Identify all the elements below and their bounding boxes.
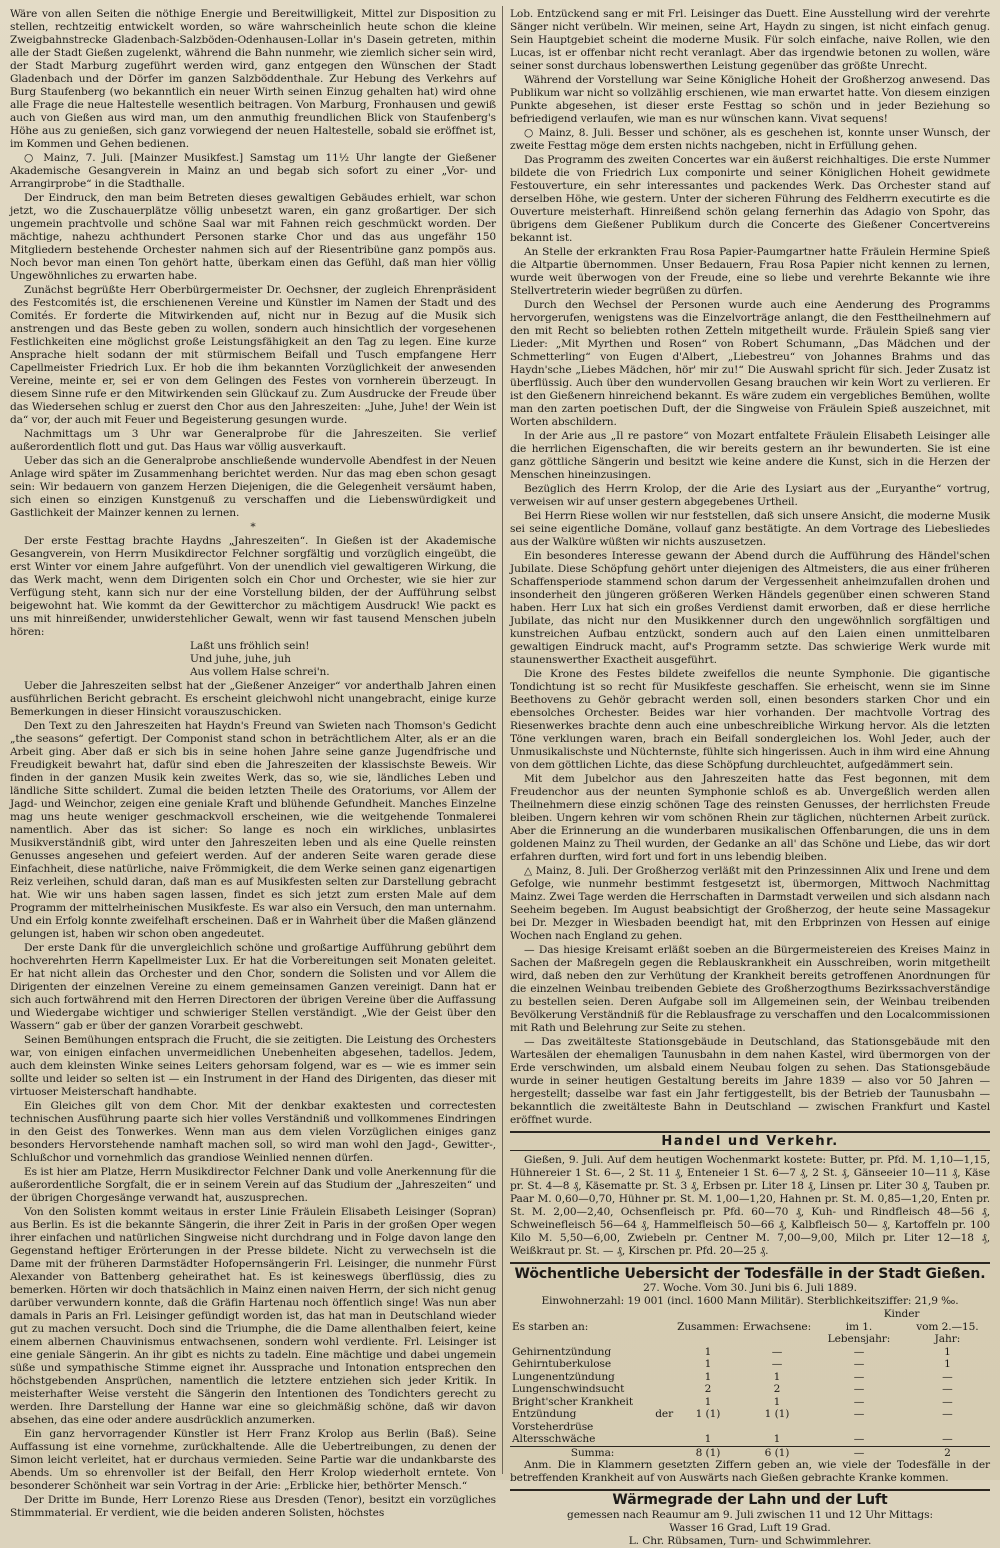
table-cell: 1 [944, 1358, 951, 1370]
market-report: Gießen, 9. Juli. Auf dem heutigen Wochenmarkt kostete: Butter, pr. Pfd. M. 1,10—1,15, Hühnereier 1 St. 6—, 2 St. 11 ₰, Enteneier 1 St. 6—7 ₰, 2 St. ₰, Gänseeier 10—11 ₰, Käse pr. St. 4—8 ₰, Käsematte pr. St. 3 ₰, Erbsen pr. Liter 18 ₰, Linsen pr. Liter 30 ₰, Tauben pr. Paar M. 0,60—0,70, Hühner pr. St. M. 1,00—1,20, Hahnen pr. St. M. 0,85—1,20, Enten pr. St. M. 2,00—2,40, Ochsenfleisch pr. Pfd. 60—70 ₰, Kuh- und Rindfleisch 48—56 ₰, Schweinefleisch 56—64 ₰, Hammelfleisch 50—66 ₰, Kalbfleisch 50— ₰, Kartoffeln pr. 100 Kilo M. 5,50—6,00, Zwiebeln pr. Centner M. 7,00—9,00, Milch pr. Liter 12—18 ₰, Weißkraut pr. St. — ₰, Kirschen pr. Pfd. 20—25 ₰. [510, 1154, 990, 1257]
article-paragraph: Den Text zu den Jahreszeiten hat Haydn's Freund van Swieten nach Thomson's Gedicht „the seasons“ gefertigt. Der Componist stand schon in beträchtlichem Alter, als er an die Arbeit ging. Aber daß er sich bis in seine hohen Jahre seine ganze Jugendfrische und Freudigkeit bewahrt hat, dafür sind eben die Jahreszeiten der klassischste Beweis. Wir finden in der ganzen Musik kein zweites Werk, das so, wie sie, ländliches Leben und ländliche Sitte schildert. Zumal die beiden letzten Theile des Oratoriums, vor Allem der Jagd- und Weinchor, zeigen eine geniale Kraft und blühende Gefundheit. Manches Einzelne mag uns heute weniger geschmackvoll erscheinen, wie die weitgehende Tonmalerei namentlich. Aber das ist sicher: So lange es noch ein wirkliches, unblasirtes Musikverständniß gibt, wird unter den Jahreszeiten leben und als eine Quelle reinsten Genusses angesehen und gefeiert werden. Auf der anderen Seite waren gerade diese Einfachheit, diese natürliche, naive Frömmigkeit, die dem Werke seinen ganz eigenartigen Reiz verleihen, schuld daran, daß man es auf Musikfesten selten zur Darstellung gebracht hat. Wie wir uns haben sagen lassen, findet es sich jetzt zum ersten Male auf dem Programm der mittelrheinischen Musikfeste. Es war also ein Versuch, den man unternahm. Und ein Erfolg konnte zweifelhaft erscheinen. Daß er in Wahrheit über die Maßen glänzend gelungen ist, haben wir schon oben angedeutet. [10, 720, 496, 940]
table-cell: 1 [704, 1358, 712, 1370]
deaths-note: Anm. Die in Klammern gesetzten Ziffern geben an, wie viele der Todesfälle in der betreffenden Krankheit auf von Auswärts nach Gießen gebrachte Kranke kommen. [510, 1459, 990, 1484]
article-paragraph: Ein Gleiches gilt von dem Chor. Mit der denkbar exaktesten und correctesten technischen Ausführung paarte sich hier volles Verständniß und vollkommenes Eindringen in den Geist des Tonwerkes. Wenn man aus dem vielen Vorzüglichen einiges ganz besonders Hervorstehende namhaft machen soll, so wird man wohl den Jagd-, Gewitter-, Schlußchor und vornehmlich das grandiose Weinlied nennen dürfen. [10, 1100, 496, 1164]
table-cell: — [853, 1408, 865, 1420]
table-row [510, 1346, 990, 1359]
article-paragraph: Die Krone des Festes bildete zweifellos die neunte Symphonie. Die gigantische Tondichtung ist so recht für Musikfeste geschaffen. Sie erheischt, wenn sie im Sinne Beethovens zu Gehör gebracht werden soll, einen besonders starken Chor und ein ebensolches Orchester. Beides war hier vorhanden. Der machtvolle Vortrag des Riesenwerkes brachte denn auch eine unbeschreibliche Wirkung hervor. Als die letzten Töne verklungen waren, brach ein Beifall sondergleichen los. Wohl Jeder, auch der Unmusikalischste und Nüchternste, fühlte sich hingerissen. Auch in ihm wird eine Ahnung von dem göttlichen Lichte, das diese Schöpfung durchleuchtet, aufgedämmert sein. [510, 668, 990, 771]
table-cell: Gehirntuberkulose [512, 1358, 612, 1370]
table-cell: 2 [704, 1383, 712, 1395]
table-cell: 1 [944, 1345, 951, 1358]
table-cell: — [853, 1370, 865, 1383]
article-paragraph: Das Programm des zweiten Concertes war ein äußerst reichhaltiges. Die erste Nummer bildete die von Friedrich Lux componirte und seiner Königlichen Hoheit gewidmete Festouverture, ein sehr interessantes und packendes Werk. Das Orchester stand auf derselben Höhe, wie gestern. Unter der sicheren Führung des Feldherrn executirte es die Ouverture meisterhaft. Hinreißend schön gelang fernerhin das Adagio von Spohr, das übrigens dem Gießener Publikum durch die Concerte des Gießener Concertvereins bekannt ist. [510, 154, 990, 244]
article-paragraph: Der Dritte im Bunde, Herr Lorenzo Riese aus Dresden (Tenor), besitzt ein vorzügliches Stimmmaterial. Er verdient, wie die beiden anderen Solisten, höchstes [10, 1494, 496, 1519]
deaths-table [510, 1308, 990, 1459]
table-cell: 2 [905, 1446, 990, 1459]
article-paragraph: An Stelle der erkrankten Frau Rosa Papier-Paumgartner hatte Fräulein Hermine Spieß die Altpartie übernommen. Unser Bedauern, Frau Rosa Papier nicht kennen zu lernen, wurde weit überwogen von der Freude, eine so liebe und verehrte Bekannte wie ihre Stellvertreterin wieder begrüßen zu dürfen. [510, 246, 990, 297]
table-cell: — [771, 1358, 783, 1370]
article-paragraph: Lob. Entzückend sang er mit Frl. Leisinger das Duett. Eine Ausstellung wird der verehrte Sänger nicht verübeln. Wir meinen, seine Art, Haydn zu singen, ist nicht einfach genug. Sein Hauptgebiet scheint die moderne Musik. Für solch einfache, naive Rollen, wie den Lucas, ist er offenbar nicht recht veranlagt. Aber das irgendwie betonen zu wollen, wäre seiner sonst durchaus lobenswerthen Leistung gegenüber das größte Unrecht. [510, 8, 990, 72]
table-cell: 2 [773, 1383, 781, 1395]
article-dateline-paragraph: ○ Mainz, 7. Juli. [Mainzer Musikfest.] Samstag um 11½ Uhr langte der Gießener Akademische Gesangverein in Mainz an und begab sich sofort zu einer „Vor- und Arrangirprobe“ in die Stadthalle. [10, 152, 496, 190]
deaths-week: 27. Woche. Vom 30. Juni bis 6. Juli 1889. [643, 1282, 857, 1294]
header-total: Zusammen: [677, 1320, 739, 1333]
warmth-section [510, 1489, 990, 1548]
column-rule [502, 6, 503, 1474]
table-header-row [510, 1308, 990, 1321]
article-paragraph: Der Eindruck, den man beim Betreten dieses gewaltigen Gebäudes erhielt, war schon jetzt, wo die Zuschauerplätze völlig unbesetzt waren, ein ganz großartiger. Der sich ungemein prachtvolle und schöne Saal war mit Fahnen reich geschmückt worden. Der mächtige, nahezu achthundert Personen starke Chor und das aus ungefähr 150 Mitgliedern bestehende Orchester nahmen sich auf der Riesentribüne ganz pompös aus. Noch bevor man einen Ton gehört hatte, überkam einen das Gefühl, daß man hier völlig Ungewöhnliches zu erwarten habe. [10, 192, 496, 282]
table-cell: — [942, 1395, 953, 1408]
table-cell: — [942, 1370, 953, 1383]
table-cell: 1 [704, 1345, 712, 1358]
header-cause: Es starben an: [512, 1320, 589, 1333]
table-row [510, 1383, 990, 1396]
warmth-title: Wärmegrade der Lahn und der Luft [612, 1492, 888, 1508]
table-cell: 1 [773, 1433, 781, 1445]
article-paragraph: — Das hiesige Kreisamt erläßt soeben an die Bürgermeistereien des Kreises Mainz in Sachen der Maßregeln gegen die Reblauskrankheit ein Ausschreiben, worin mitgetheilt wird, daß neben den zur Verhütung der Krankheit bereits getroffenen Anordnungen für die einzelnen Weinbau treibenden Gebiete des Großherzogthums Bezirkssachverständige zu bestellen seien. Deren Aufgabe soll im Allgemeinen sein, der Weinbau treibenden Bevölkerung Verständniß für die Reblausfrage zu verschaffen und den Localcommissionen mit Rath und Belehrung zur Seite zu stehen. [510, 944, 990, 1034]
table-row [510, 1396, 990, 1409]
header-adults: Erwachsene: [742, 1320, 812, 1333]
article-paragraph: Bezüglich des Herrn Krolop, der die Arie des Lysiart aus der „Euryanthe“ vortrug, verweisen wir auf unser gestern abgegebenes Urtheil. [510, 483, 990, 508]
deaths-population: Einwohnerzahl: 19 001 (incl. 1600 Mann Militär). Sterblichkeitsziffer: 21,9 ‰. [541, 1295, 959, 1307]
handel-section-title: Handel und Verkehr. [510, 1131, 990, 1151]
table-cell: 6 (1) [741, 1446, 813, 1459]
table-row [510, 1433, 990, 1446]
table-cell: 1 [704, 1433, 712, 1445]
table-row [510, 1408, 990, 1433]
article-paragraph: Ueber die Jahreszeiten selbst hat der „Gießener Anzeiger“ vor anderthalb Jahren einen ausführlichen Bericht gebracht. Es erscheint gleichwohl nicht unangebracht, einige kurze Bemerkungen in dieser Hinsicht vorauszuschicken. [10, 680, 496, 718]
article-paragraph: Seinen Bemühungen entsprach die Frucht, die sie zeitigten. Die Leistung des Orchesters war, von einigen einfachen unvermeidlichen Unebenheiten abgesehen, tadellos. Jedem, auch dem kleinsten Winke seines Leiters gehorsam folgend, war es — wie es immer sein sollte und leider so selten ist — ein Instrument in der Hand des Dirigenten, das dieser mit virtuoser Meisterschaft handhabte. [10, 1034, 496, 1098]
table-cell: Bright'scher Krankheit [512, 1395, 633, 1408]
article-dateline-paragraph: ○ Mainz, 8. Juli. Besser und schöner, als es geschehen ist, konnte unser Wunsch, der zweite Festtag möge dem ersten nichts nachgeben, nicht in Erfüllung gehen. [510, 127, 990, 152]
table-cell: — [853, 1345, 865, 1358]
article-paragraph: Es ist hier am Platze, Herrn Musikdirector Felchner Dank und volle Anerkennung für die außerordentliche Sorgfalt, die er in seinem Verein auf das Studium der „Jahreszeiten“ und der übrigen Chorgesänge verwandt hat, auszusprechen. [10, 1166, 496, 1204]
table-cell: 1 (1) [764, 1408, 790, 1420]
article-paragraph: In der Arie aus „Il re pastore“ von Mozart entfaltete Fräulein Elisabeth Leisinger alle die herrlichen Eigenschaften, die wir bereits gestern an ihr bewunderten. Sie ist eine ganz göttliche Sängerin und besitzt wie keine andere die Kunst, sich in die Herzen der Menschen hineinzusingen. [510, 430, 990, 481]
article-paragraph: Wäre von allen Seiten die nöthige Energie und Bereitwilligkeit, Mittel zur Disposition zu stellen, rechtzeitig entwickelt worden, so wäre wahrscheinlich heute schon die kleine Zweigbahnstrecke Gladenbach-Salzböden-Odenhausen-Lollar in's Dasein getreten, mithin alle der Stadt Gießen zugelenkt, während die Bahn nunmehr, wie ziemlich sicher sein wird, der Stadt Marburg zugeführt werden wird, ganz entgegen den Wünschen der Stadt Gladenbach und der Dörfer im ganzen Salzböddenthale. Zur Hebung des Verkehrs auf Burg Staufenberg (wo bekanntlich ein neuer Wirth seinen Einzug gehalten hat) wird ohne alle Frage die neue Haltestelle wesentlich beitragen. Von Marburg, Fronhausen und gewiß auch von Gießen aus wird man, um den anmuthig freundlichen Blick von Staufenberg's Höhe aus zu genießen, sich ganz vorwiegend der neuen Haltestelle, sobald sie eröffnet ist, im Kommen und Gehen bedienen. [10, 8, 496, 150]
deaths-section-title: Wöchentliche Uebersicht der Todesfälle in der Stadt Gießen. [510, 1262, 990, 1282]
article-paragraph: Zunächst begrüßte Herr Oberbürgermeister Dr. Oechsner, der zugleich Ehrenpräsident des Festcomités ist, die erschienenen Vereine und Künstler im Namen der Stadt und des Comités. Er forderte die Mitwirkenden auf, nicht nur in Bezug auf die Musik sich anstrengen und das Beste geben zu wollen, sondern auch hinsichtlich der vorgesehenen Festlichkeiten eine möglichst große Leistungsfähigkeit an den Tag zu legen. Eine kurze Ansprache hielt sodann der mit stürmischem Beifall und Tusch empfangene Herr Capellmeister Friedrich Lux. Er hob die ihm bekannten Vorzüglichkeit der anwesenden Vereine, meinte er, sei er von dem Gelingen des Festes von vornherein überzeugt. In diesem Sinne rufe er den Mitwirkenden sein Glückauf zu. Zum Ausdrucke der Freude über das Wiedersehen schlug er zuerst den Chor aus den Jahreszeiten: „Juhe, Juhe! der Wein ist da“ vor, der auch mit Feuer und Begeisterung gesungen wurde. [10, 284, 496, 426]
article-paragraph: Ein ganz hervorragender Künstler ist Herr Franz Krolop aus Berlin (Baß). Seine Auffassung ist eine vornehme, zurückhaltende. Alle die Uebertreibungen, zu denen der Simon leicht verleitet, hat er durchaus vermieden. Seine Partie war die undankbarste des Abends. Um so ehrenvoller ist der Beifall, den Herr Krolop wiederholt erntete. Von besonderer Schönheit war sein Vortrag in der Arie: „Erblicke hier, bethörter Mensch.“ [10, 1428, 496, 1492]
article-paragraph: Nachmittags um 3 Uhr war Generalprobe für die Jahreszeiten. Sie verlief außerordentlich flott und gut. Das Haus war völlig ausverkauft. [10, 428, 496, 453]
warmth-signature: L. Chr. Rübsamen, Turn- und Schwimmlehrer. [628, 1535, 872, 1547]
table-cell: Summa: [510, 1446, 675, 1459]
article-paragraph: Der erste Festtag brachte Haydns „Jahreszeiten“. In Gießen ist der Akademische Gesangverein, von Herrn Musikdirector Felchner sorgfältig und vorzüglich eingeübt, die erst Winter vor einem Jahre aufgeführt. Von der unendlich viel gewaltigeren Wirkung, die das Werk macht, wenn dem Dirigenten solch ein Chor und Orchester, wie sie hier zur Verfügung steht, kann sich nur der eine Vorstellung bilden, der der Aufführung selbst beigewohnt hat. Wie kommt da der Gewitterchor zu mächtigem Ausdruck! Wie packt es uns mit hinreißender, unwiderstehlicher Gewalt, wenn wir fast tausend Menschen jubeln hören: [10, 535, 496, 638]
table-cell: 1 (1) [695, 1408, 721, 1420]
section-star: * [250, 521, 256, 533]
table-row [510, 1371, 990, 1384]
article-paragraph: Während der Vorstellung war Seine Königliche Hoheit der Großherzog anwesend. Das Publikum war nicht so vollzählig erschienen, wie man erwartet hatte. Von diesem einzigen Punkte abgesehen, ist dieser erste Festtag so schön und in jeder Beziehung so befriedigend verlaufen, wie man es nur wünschen kann. Vivat sequens! [510, 74, 990, 125]
header-children: vom 2.—15. Jahr: [916, 1320, 979, 1345]
article-paragraph: Mit dem Jubelchor aus den Jahreszeiten hatte das Fest begonnen, mit dem Freudenchor aus der neunten Symphonie schloß es ab. Unvergeßlich werden allen Theilnehmern diese einzig schönen Tage des reinsten Genusses, der herrlichsten Freude bleiben. Ungern kehren wir vom schönen Rhein zur täglichen, nüchternen Arbeit zurück. Aber die Erinnerung an die wunderbaren musikalischen Offenbarungen, die uns in dem goldenen Mainz zu Theil wurden, der Gedanke an all' das Schöne und Liebe, das wir dort erfahren durften, wird fort und fort in uns lebendig bleiben. [510, 773, 990, 863]
table-cell: Entzündung der Vorsteherdrüse [512, 1408, 674, 1433]
verse-block [10, 640, 496, 679]
table-cell: Lungenentzündung [512, 1370, 615, 1383]
table-cell: — [771, 1345, 783, 1358]
article-paragraph: Ueber das sich an die Generalprobe anschließende wundervolle Abendfest in der Neuen Anlage wird später im Zusammenhang berichtet werden. Nur das mag eben schon gesagt sein: Wir bedauern von ganzem Herzen Diejenigen, die die Gelegenheit versäumt haben, sich einen so einzigen Kunstgenuß zu verschaffen und die Liebenswürdigkeit und Gastlichkeit der Mainzer kennen zu lernen. [10, 455, 496, 519]
verse-line: Laßt uns fröhlich sein! [190, 640, 310, 652]
table-cell: 1 [704, 1395, 712, 1408]
verse-line: Aus vollem Halse schrei'n. [190, 666, 330, 678]
article-paragraph: Ein besonderes Interesse gewann der Abend durch die Aufführung des Händel'schen Jubilate. Diese Schöpfung gehört unter diejenigen des Altmeisters, die aus einer früheren Schaffensperiode stammend schon darum der Vergessenheit anheimzufallen drohen und insonderheit den jüngeren größeren Werken Händels gegenüber einen schweren Stand haben. Herr Lux hat sich ein großes Verdienst damit erworben, daß er diese herrliche Jubilate, das nicht nur den Musikkenner durch den ungewöhnlich sorgfältigen und kunstreichen Aufbau entzückt, sondern auch auf den Laien einen unmittelbaren gewaltigen Eindruck macht, auf's Programm setzte. Das schwierige Werk wurde mit staunenswerther Exactheit ausgeführt. [510, 550, 990, 666]
table-sum-row [510, 1446, 990, 1459]
article-paragraph: — Das zweitälteste Stationsgebäude in Deutschland, das Stationsgebäude mit den Wartesälen der ehemaligen Taunusbahn in dem nahen Kastel, wird übermorgen von der Erde verschwinden, um alsbald einem Neubau folgen zu sehen. Das Stationsgebäude wurde in seiner heutigen Gestaltung bereits im Jahre 1839 — also vor 50 Jahren — hergestellt; dasselbe war fast ein Jahr fertiggestellt, bis der Betrieb der Taunusbahn — bekanntlich die zweitälteste Bahn in Deutschland — zwischen Frankfurt und Kastel eröffnet wurde. [510, 1036, 990, 1126]
table-cell: 1 [773, 1370, 781, 1383]
article-paragraph: Durch den Wechsel der Personen wurde auch eine Aenderung des Programms hervorgerufen, wenigstens was die Einzelvorträge anlangt, die den Festtheilnehmern auf den mit Recht so beliebten rothen Zetteln mitgetheilt wurde. Fräulein Spieß sang vier Lieder: „Mit Myrthen und Rosen“ von Robert Schumann, „Das Mädchen und der Schmetterling“ von Eugen d'Albert, „Liebestreu“ von Johannes Brahms und das Haydn'sche „Liebes Mädchen, hör' mir zu!“ Die Auswahl spricht für sich. Jeder Zusatz ist überflüssig. Auch über den wundervollen Gesang brauchen wir kein Wort zu verlieren. Er ist den Gießenern hinreichend bekannt. Es wäre zudem ein vergebliches Bemühen, wollte man den zarten poetischen Duft, der die Singweise von Fräulein Spieß auszeichnet, mit Worten abschildern. [510, 299, 990, 428]
article-paragraph: Bei Herrn Riese wollen wir nur feststellen, daß sich unsere Ansicht, die moderne Musik sei seine eigentliche Domäne, vollauf ganz bestätigte. An dem Vortrage des Liebesliedes aus der Walküre wüßten wir nichts auszusetzen. [510, 510, 990, 548]
table-cell: — [942, 1433, 953, 1445]
table-cell: 8 (1) [675, 1446, 741, 1459]
table-cell: — [853, 1395, 865, 1408]
table-cell: — [942, 1408, 953, 1420]
table-cell: — [853, 1358, 865, 1370]
table-header-row [510, 1321, 990, 1346]
right-column [510, 8, 990, 1547]
table-cell: 1 [704, 1370, 712, 1383]
verse-line: Und juhe, juhe, juh [190, 653, 291, 665]
header-infants: im 1. Lebensjahr: [827, 1320, 891, 1345]
table-cell: — [813, 1446, 905, 1459]
warmth-line: gemessen nach Reaumur am 9. Juli zwischen 11 und 12 Uhr Mittags: [567, 1509, 933, 1521]
table-cell: Altersschwäche [512, 1433, 596, 1445]
article-dateline-paragraph: △ Mainz, 8. Juli. Der Großherzog verläßt mit den Prinzessinnen Alix und Irene und dem Gefolge, wie nunmehr bestimmt festgesetzt ist, übermorgen, Mittwoch Nachmittag Mainz. Zwei Tage werden die Herrschaften in Darmstadt verweilen und sich alsdann nach Seeheim begeben. Im August beabsichtigt der Großherzog, der heute seine Massagekur bei Dr. Mezger in Wiesbaden beendigt hat, mit den Erbprinzen von Hessen auf einige Wochen nach England zu gehen. [510, 865, 990, 942]
table-cell: Gehirnentzündung [512, 1345, 612, 1358]
warmth-line: Wasser 16 Grad, Luft 19 Grad. [669, 1522, 831, 1534]
table-cell: — [853, 1383, 865, 1395]
article-paragraph: Der erste Dank für die unvergleichlich schöne und großartige Aufführung gebührt dem hochverehrten Herrn Kapellmeister Lux. Er hat die Vorbereitungen seit Monaten geleitet. Er hat nicht allein das Orchester und den Chor, sondern die Solisten und vor Allem die Dirigenten der einzelnen Vereine zu einem gemeinsamen Ganzen vereinigt. Dann hat er sich auch fortwährend mit den Herren Directoren der übrigen Vereine über die Auffassung und Wiedergabe wichtiger und schwieriger Stellen verständigt. „Wie der Geist über den Wassern“ gab er über der ganzen Vorarbeit geschwebt. [10, 942, 496, 1032]
table-row [510, 1358, 990, 1371]
table-cell: 1 [773, 1395, 781, 1408]
left-column [10, 8, 496, 1519]
article-paragraph: Von den Solisten kommt weitaus in erster Linie Fräulein Elisabeth Leisinger (Sopran) aus Berlin. Es ist die bekannte Sängerin, die ihrer Zeit in Paris in der großen Oper wegen ihrer einfachen und natürlichen Singweise nicht durchdrang und in Folge davon lange den Gegenstand heftiger Erörterungen in der Presse bildete. Nicht zu verwechseln ist die Dame mit der früheren Darmstädter Hofopernsängerin Frl. Leisinger, die nunmehr Fürst Alexander von Battenberg geheirathet hat. Es ist keineswegs überflüssig, dies zu bemerken. Hörten wir doch thatsächlich in Mainz einen naiven Herrn, der sich nicht genug darüber verwundern konnte, daß die Gräfin Hartenau noch öffentlich singe! Was nun aber damals in Paris an Frl. Leisinger gefündigt worden ist, das hat man in Deutschland wieder gut zu machen versucht. Doch sind die Triumphe, die die Dame allenthalben feiert, keine einem albernen Chauvinismus entwachsenen, sondern wohl verdiente. Frl. Leisinger ist eine geniale Sängerin. An ihr gibt es nichts zu tadeln. Eine mächtige und dabei ungemein süße und sympathische Stimme eignet ihr. Aussprache und Intonation entsprechen den höchstgebenden Ansprüchen, namentlich die letztere entziehen sich jeder Kritik. In meisterhafter Weise versteht die Sängerin den Intentionen des Tondichters gerecht zu werden. Ihre Darstellung der Hanne war eine so gleichmäßig schöne, daß wir davon absehen, das eine oder andere ausdrücklich anzumerken. [10, 1206, 496, 1426]
kinder-header: Kinder [883, 1308, 920, 1320]
table-cell: Lungenschwindsucht [512, 1383, 625, 1395]
table-cell: — [853, 1433, 865, 1445]
table-cell: — [942, 1383, 953, 1395]
